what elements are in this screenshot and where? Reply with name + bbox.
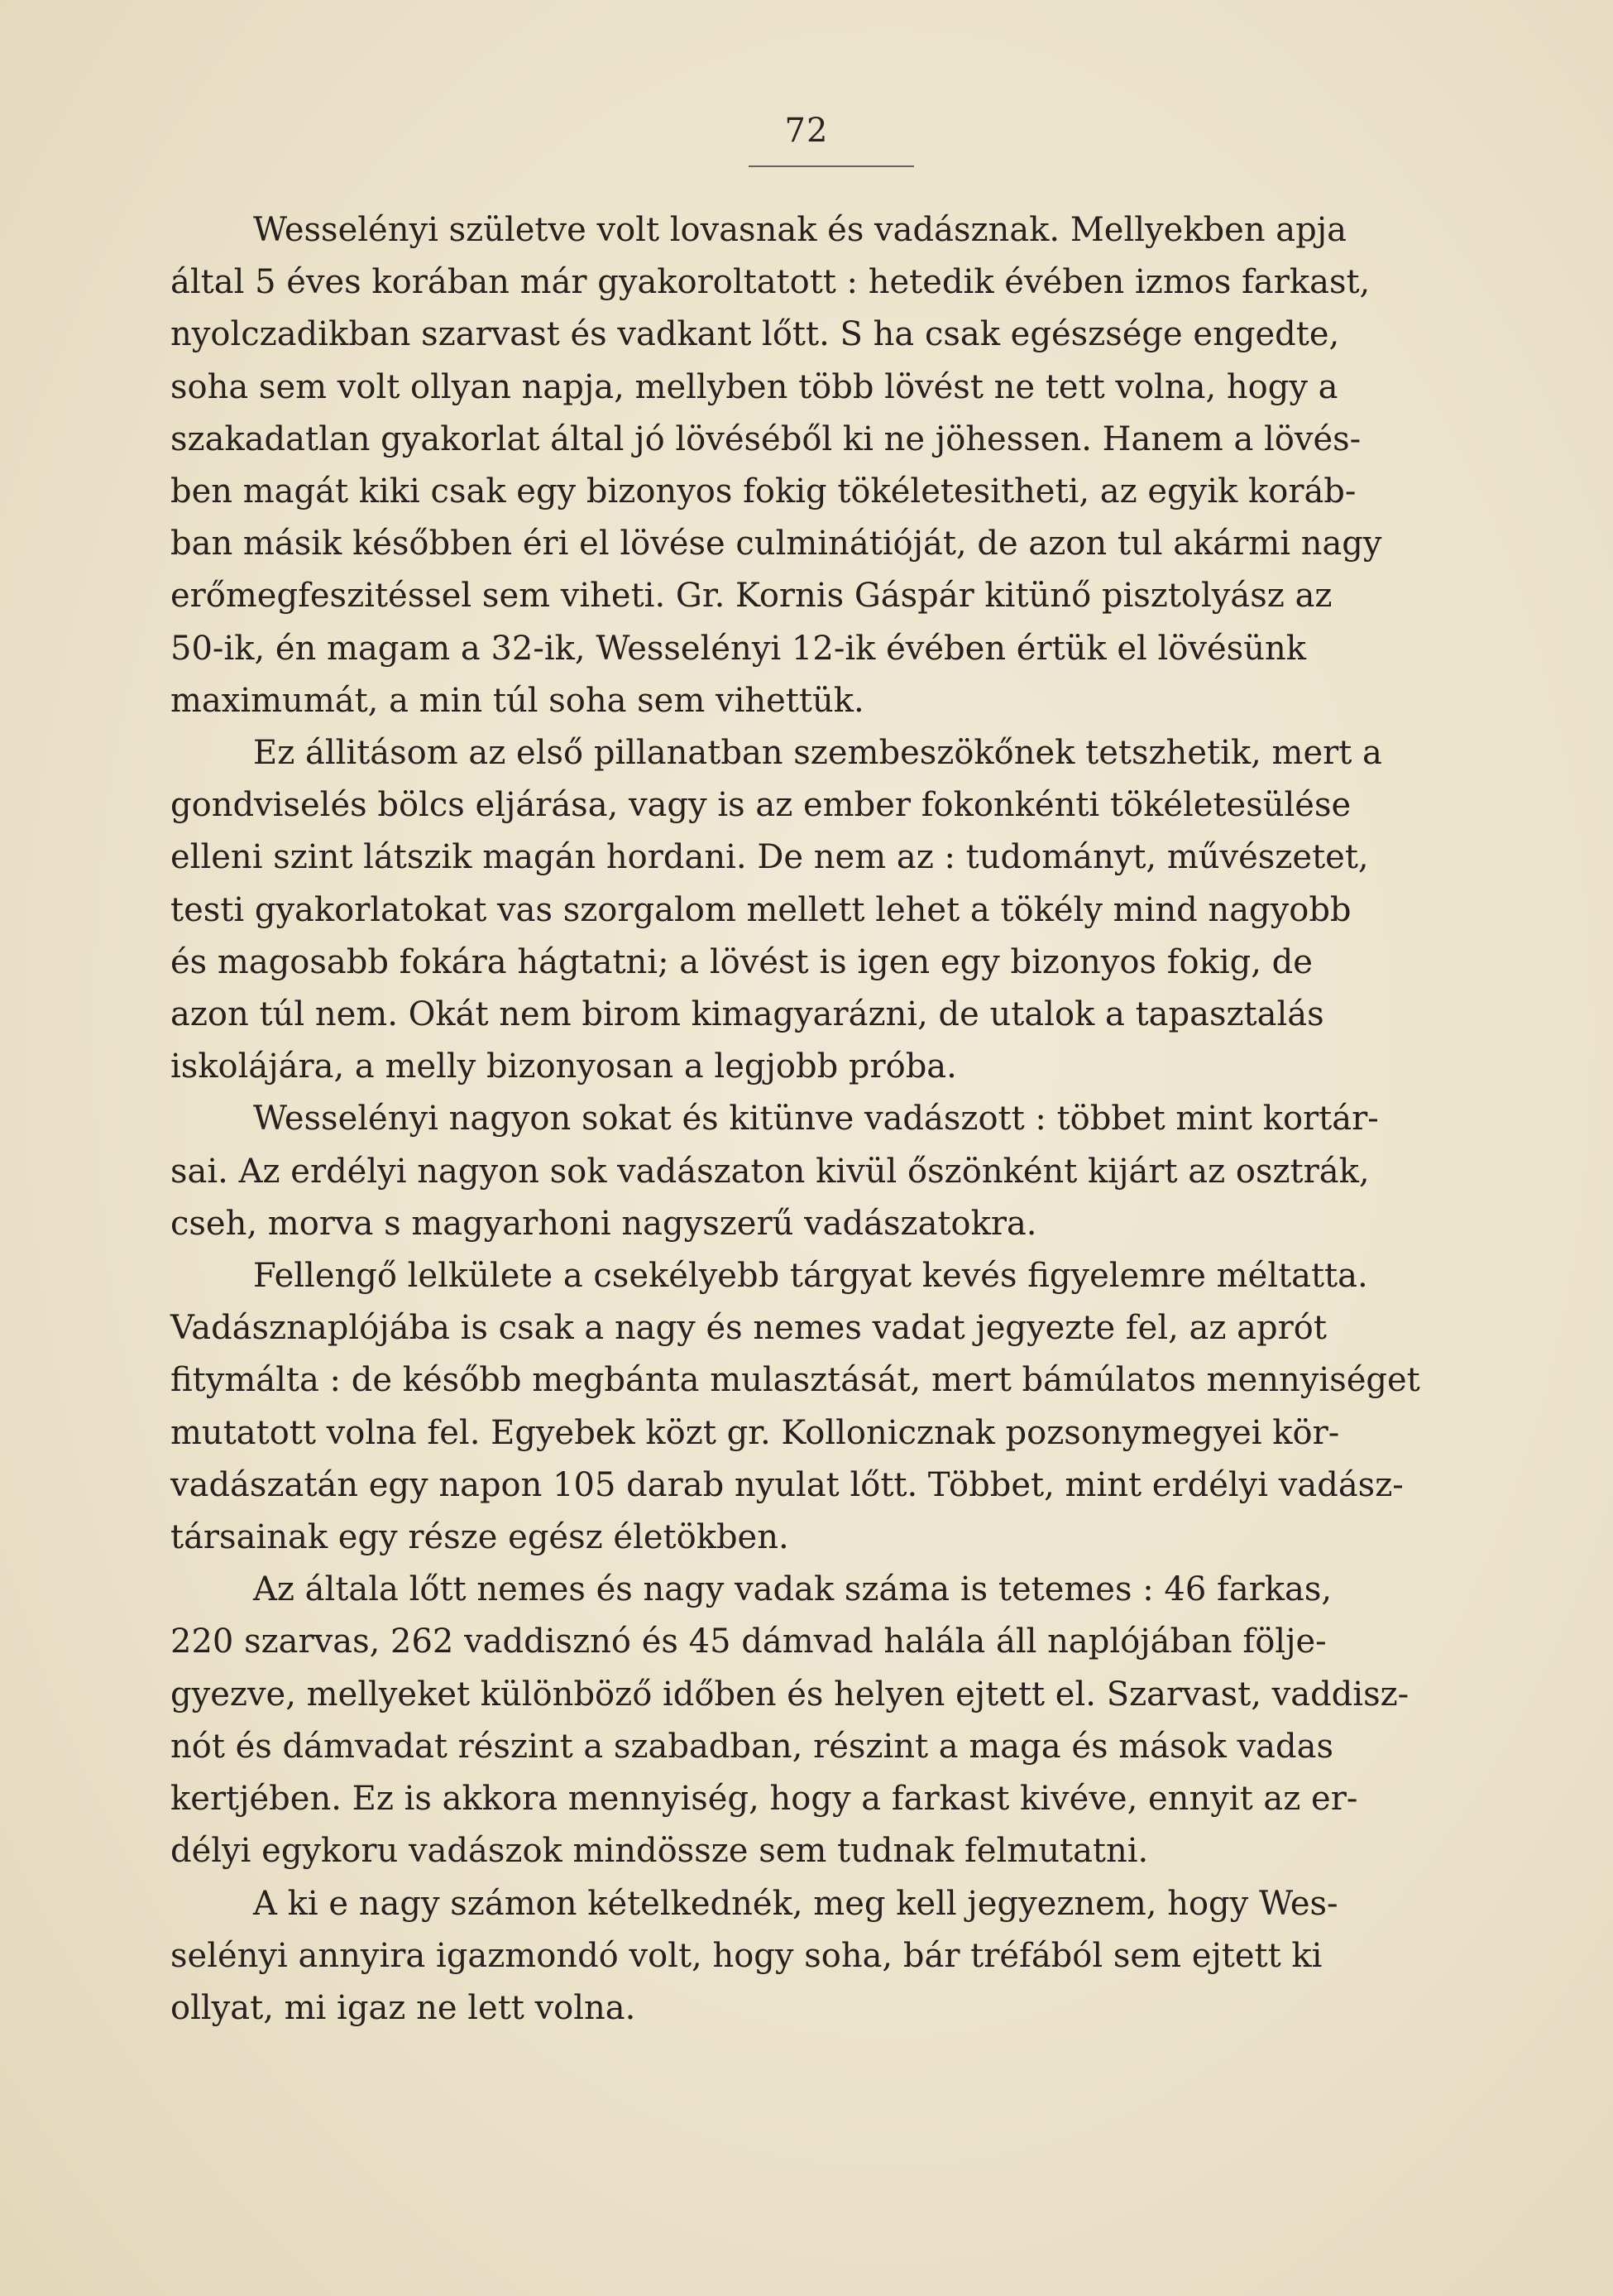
text-line: Fellengő lelkülete a csekélyebb tárgyat kevés figyelemre méltatta. (253, 1257, 1368, 1296)
paragraph (170, 204, 1474, 727)
text-line: ollyat, mi igaz ne lett volna. (170, 1988, 636, 2027)
text-line: gyezve, mellyeket különböző időben és helyen ejtett el. Szarvast, vaddisz- (170, 1675, 1410, 1714)
text-line: 50-ik, én magam a 32-ik, Wesselényi 12-ik évében értük el lövésünk (170, 629, 1306, 668)
text-line: nót és dámvadat részint a szabadban, részint a maga és mások vadas (170, 1727, 1333, 1766)
paragraph (170, 1878, 1474, 2035)
text-line: selényi annyira igazmondó volt, hogy soha, bár tréfából sem ejtett ki (170, 1936, 1323, 1975)
text-line: ban másik későbben éri el lövése culminátióját, de azon tul akármi nagy (170, 525, 1382, 563)
page-number-rule (749, 165, 914, 167)
text-line: Az általa lőtt nemes és nagy vadak száma is tetemes : 46 farkas, (253, 1570, 1333, 1609)
paragraph (170, 1250, 1474, 1564)
text-line: elleni szint látszik magán hordani. De nem az : tudományt, művészetet, (170, 838, 1369, 877)
paragraph (170, 1093, 1474, 1250)
text-line: délyi egykoru vadászok mindössze sem tudnak felmutatni. (170, 1832, 1149, 1871)
text-line: és magosabb fokára hágtatni; a lövést is igen egy bizonyos fokig, de (170, 942, 1313, 981)
text-line: cseh, morva s magyarhoni nagyszerű vadászatokra. (170, 1204, 1037, 1243)
text-line: erőmegfeszitéssel sem viheti. Gr. Kornis Gáspár kitünő pisztolyász az (170, 577, 1333, 616)
text-line: azon túl nem. Okát nem birom kimagyarázni, de utalok a tapasztalás (170, 995, 1324, 1034)
text-line: ben magát kiki csak egy bizonyos fokig tökéletesitheti, az egyik koráb- (170, 472, 1357, 511)
text-line: iskolájára, a melly bizonyosan a legjobb próba. (170, 1047, 957, 1086)
paragraph (170, 1564, 1474, 1877)
text-line: Vadásznaplójába is csak a nagy és nemes vadat jegyezte fel, az aprót (170, 1309, 1327, 1348)
text-line: nyolczadikban szarvast és vadkant lőtt. S ha csak egészsége engedte, (170, 315, 1340, 354)
text-line: szakadatlan gyakorlat által jó lövéséből ki ne jöhessen. Hanem a lövés- (170, 419, 1362, 458)
text-line: testi gyakorlatokat vas szorgalom mellett lehet a tökély mind nagyobb (170, 890, 1352, 929)
text-line: A ki e nagy számon kételkednék, meg kell jegyeznem, hogy Wes- (253, 1884, 1338, 1923)
text-line: Ez állitásom az első pillanatban szembeszökőnek tetszhetik, mert a (253, 734, 1382, 773)
text-line: fitymálta : de később megbánta mulasztását, mert bámúlatos mennyiséget (170, 1361, 1420, 1400)
text-line: maximumát, a min túl soha sem vihettük. (170, 681, 864, 720)
text-line: soha sem volt ollyan napja, mellyben több lövést ne tett volna, hogy a (170, 367, 1338, 406)
text-line: 220 szarvas, 262 vaddisznó és 45 dámvad halála áll naplójában följe- (170, 1623, 1327, 1661)
page-number: 72 (784, 112, 829, 150)
text-line: mutatott volna fel. Egyebek közt gr. Kollonicznak pozsonymegyei kör- (170, 1413, 1340, 1452)
text-line: sai. Az erdélyi nagyon sok vadászaton kivül őszönként kijárt az osztrák, (170, 1152, 1370, 1191)
text-line: gondviselés bölcs eljárása, vagy is az ember fokonkénti tökéletesülése (170, 786, 1352, 825)
body-text (170, 204, 1474, 2035)
text-line: Wesselényi születve volt lovasnak és vadásznak. Mellyekben apja (253, 211, 1347, 249)
text-line: Wesselényi nagyon sokat és kitünve vadászott : többet mint kortár- (253, 1100, 1379, 1138)
text-line: kertjében. Ez is akkora mennyiség, hogy a farkast kivéve, ennyit az er- (170, 1780, 1358, 1819)
paragraph (170, 727, 1474, 1093)
text-line: vadászatán egy napon 105 darab nyulat lőtt. Többet, mint erdélyi vadász- (170, 1465, 1404, 1504)
text-line: társainak egy része egész életökben. (170, 1518, 789, 1557)
text-line: által 5 éves korában már gyakoroltatott : hetedik évében izmos farkast, (170, 263, 1371, 302)
